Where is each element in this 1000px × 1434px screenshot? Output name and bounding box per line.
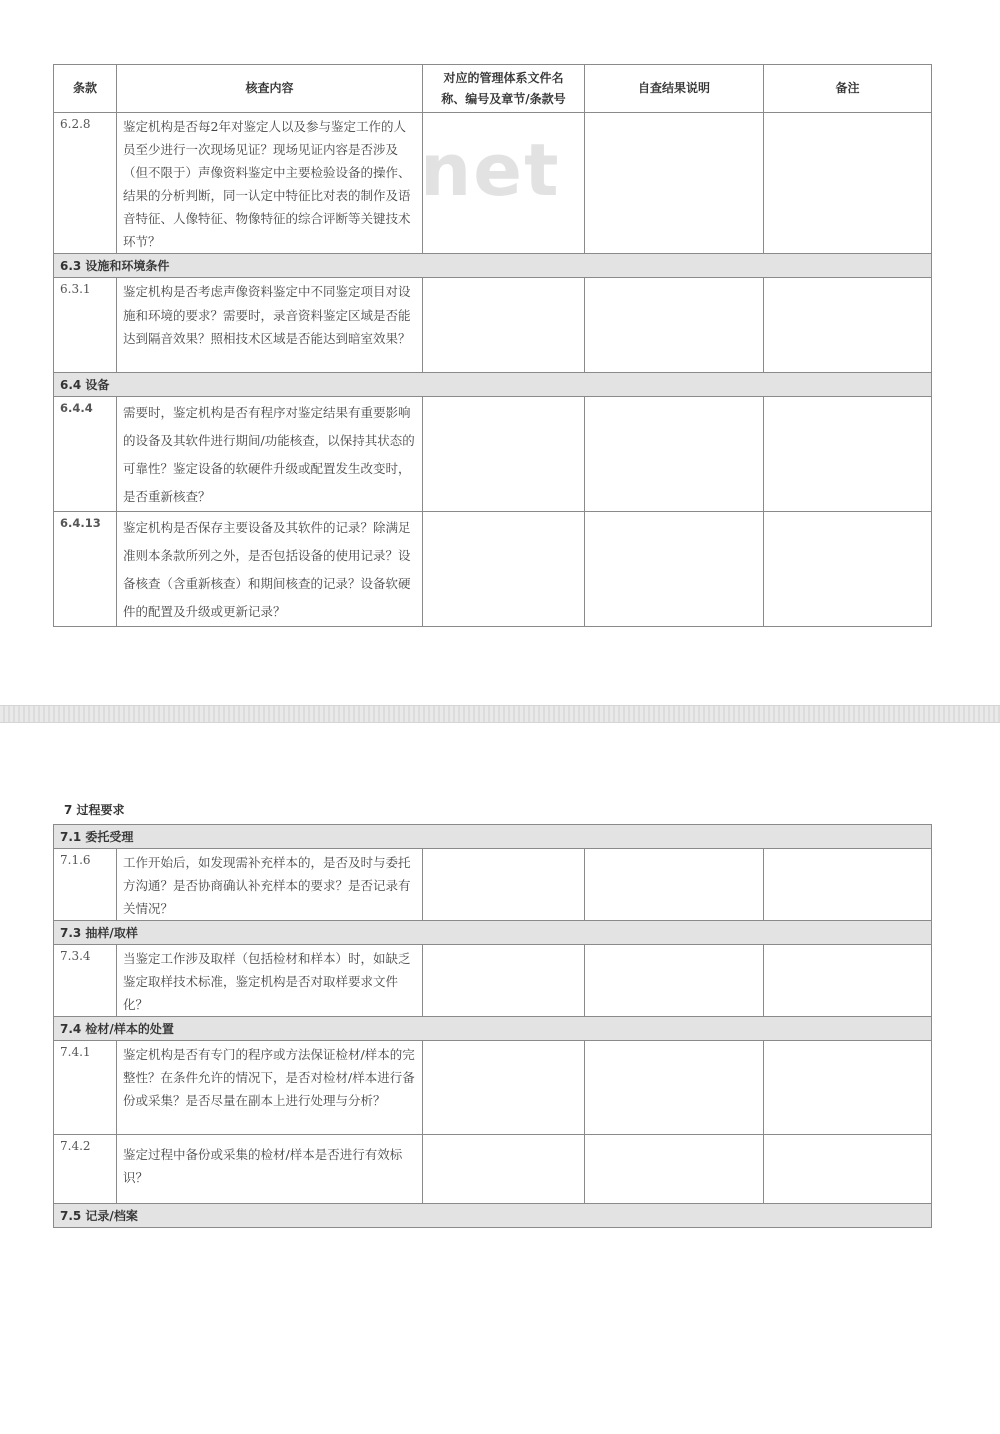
check-content: 需要时，鉴定机构是否有程序对鉴定结果有重要影响的设备及其软件进行期间/功能核查，以保持其状态的可靠性？鉴定设备的软硬件升级或配置发生改变时，是否重新核查？ (117, 397, 423, 512)
section-heading: 7 过程要求 (64, 803, 125, 817)
check-content: 鉴定机构是否保存主要设备及其软件的记录？除满足准则本条款所列之外，是否包括设备的使用记录？设备核查（含重新核查）和期间核查的记录？设备软硬件的配置及升级或更新记录？ (117, 512, 423, 627)
watermark: net (420, 128, 561, 212)
section-title: 7.5 记录/档案 (54, 1204, 932, 1228)
check-content: 鉴定机构是否有专门的程序或方法保证检材/样本的完整性？在条件允许的情况下，是否对检材/样本进行备份或采集？是否尽量在副本上进行处理与分析？ (117, 1041, 423, 1135)
section-row (54, 825, 932, 849)
remark-cell[interactable] (764, 1041, 932, 1135)
remark-cell[interactable] (764, 945, 932, 1017)
check-content: 鉴定过程中备份或采集的检材/样本是否进行有效标识？ (117, 1135, 423, 1204)
remark-cell[interactable] (764, 849, 932, 921)
section-title: 6.4 设备 (54, 373, 932, 397)
clause-number: 6.2.8 (54, 113, 117, 254)
table-row (54, 278, 932, 373)
section-title: 7.3 抽样/取样 (54, 921, 932, 945)
table-row (54, 945, 932, 1017)
doc-ref-cell[interactable] (423, 397, 585, 512)
section-row (54, 1017, 932, 1041)
table-row (54, 397, 932, 512)
table-row (54, 1135, 932, 1204)
clause-number: 6.4.4 (54, 397, 117, 512)
page-separator (0, 705, 1000, 723)
clause-number: 7.3.4 (54, 945, 117, 1017)
header-remark: 备注 (764, 65, 932, 113)
check-content: 鉴定机构是否考虑声像资料鉴定中不同鉴定项目对设施和环境的要求？需要时，录音资料鉴定区域是否能达到隔音效果？照相技术区域是否能达到暗室效果？ (117, 278, 423, 373)
clause-number: 7.1.6 (54, 849, 117, 921)
doc-ref-cell[interactable] (423, 1135, 585, 1204)
doc-ref-cell[interactable] (423, 945, 585, 1017)
header-clause: 条款 (54, 65, 117, 113)
table-row (54, 849, 932, 921)
result-cell[interactable] (585, 945, 764, 1017)
result-cell[interactable] (585, 113, 764, 254)
result-cell[interactable] (585, 512, 764, 627)
remark-cell[interactable] (764, 512, 932, 627)
header-result: 自查结果说明 (585, 65, 764, 113)
clause-number: 7.4.2 (54, 1135, 117, 1204)
clause-number: 7.4.1 (54, 1041, 117, 1135)
table-header-row (54, 65, 932, 113)
check-content: 当鉴定工作涉及取样（包括检材和样本）时，如缺乏鉴定取样技术标准，鉴定机构是否对取样要求文件化？ (117, 945, 423, 1017)
clause-number: 6.3.1 (54, 278, 117, 373)
section-row (54, 373, 932, 397)
inspection-table-2 (53, 824, 932, 1228)
remark-cell[interactable] (764, 113, 932, 254)
result-cell[interactable] (585, 1041, 764, 1135)
remark-cell[interactable] (764, 278, 932, 373)
check-content: 工作开始后，如发现需补充样本的，是否及时与委托方沟通？是否协商确认补充样本的要求？是否记录有关情况？ (117, 849, 423, 921)
section-row (54, 1204, 932, 1228)
doc-ref-cell[interactable] (423, 849, 585, 921)
remark-cell[interactable] (764, 397, 932, 512)
section-title: 7.4 检材/样本的处置 (54, 1017, 932, 1041)
doc-ref-cell[interactable] (423, 512, 585, 627)
doc-ref-cell[interactable] (423, 1041, 585, 1135)
doc-ref-cell[interactable] (423, 278, 585, 373)
check-content: 鉴定机构是否每2年对鉴定人以及参与鉴定工作的人员至少进行一次现场见证？现场见证内容是否涉及（但不限于）声像资料鉴定中主要检验设备的操作、结果的分析判断，同一认定中特征比对表的制作及语音特征、人像特征、物像特征的综合评断等关键技术环节？ (117, 113, 423, 254)
result-cell[interactable] (585, 1135, 764, 1204)
table-row (54, 1041, 932, 1135)
header-doc-ref: 对应的管理体系文件名称、编号及章节/条款号 (423, 65, 585, 113)
header-content: 核查内容 (117, 65, 423, 113)
remark-cell[interactable] (764, 1135, 932, 1204)
table-row (54, 512, 932, 627)
section-title: 6.3 设施和环境条件 (54, 254, 932, 278)
section-row (54, 921, 932, 945)
result-cell[interactable] (585, 397, 764, 512)
section-title: 7.1 委托受理 (54, 825, 932, 849)
result-cell[interactable] (585, 849, 764, 921)
section-row (54, 254, 932, 278)
clause-number: 6.4.13 (54, 512, 117, 627)
result-cell[interactable] (585, 278, 764, 373)
